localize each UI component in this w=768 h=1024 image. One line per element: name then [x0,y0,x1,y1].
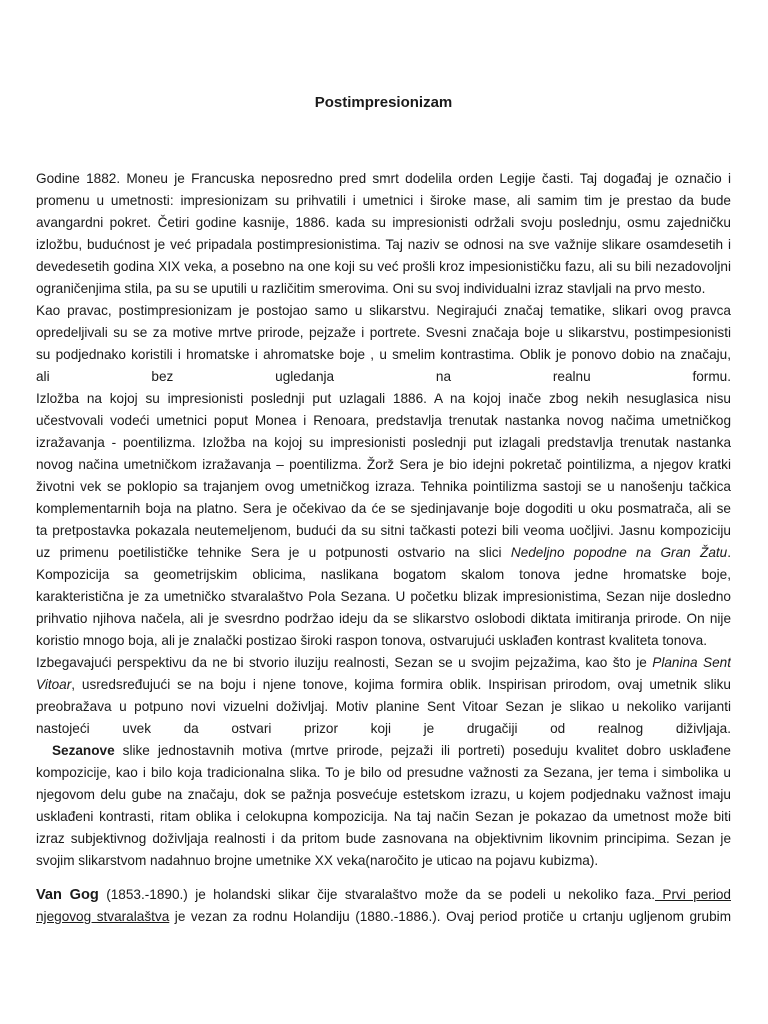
painting-title: Planina Sent [652,655,731,670]
paragraph-line: njegovom delu gube na značaju, dok se pažnja posvećuje estetskom izrazu, u kojem podjednaku važnost imaju [36,787,731,802]
paragraph-line [36,652,731,674]
paragraph-line: devedesetih godina XIX veka, a posebno na one koji su već prošli kroz impesionističku fazu, ali su bili nezadovoljni [36,259,731,274]
line-text: Izbegavajući perspektivu da ne bi stvorio iluziju realnosti, Sezan se u svojim pejzažima, kao što je [36,655,653,670]
page-title: Postimpresionizam [314,94,453,111]
underlined-text: njegovog stvaralaštva [36,909,170,924]
line-text: (1853.-1890.) je holandski slikar čije stvaralaštvo može da se podeli u nekoliko faza. [98,887,656,902]
paragraph-line: svojim slikarstvom nadahnuo brojne umetnike XX veka(naročito je uticao na pojavu kubizma). [36,853,599,868]
paragraph-line: izraz subjektivnog doživljaja realnosti i da pritom bude zasnovana na objektivnim likovnim principima. Sezan je [36,831,731,846]
line-text: . [727,545,731,560]
line-text: , usredsređujući se na boju i njene tonove, kojima formira oblik. Inspirisan prirodom, ovaj umetnik sliku [71,677,731,692]
paragraph-line: Godine 1882. Moneu je Francuska neposredno pred smrt dodelila orden Legije časti. Taj događaj je označio i [36,171,731,186]
paragraph-line: Kompozicija sa geometrijskim oblicima, naslikana bogatom skalom tonova jedne hromatske boje, [36,567,731,582]
paragraph-line: Kao pravac, postimpresionizam je postojao samo u slikarstvu. Negirajući značaj tematike, slikari ovog pravca [36,303,731,318]
paragraph-line: su podjednako koristili i hromatske i ahromatske boje , u smelim kontrastima. Oblik je ponovo dobio na značaju, [36,347,731,362]
line-text: slike jednostavnih motiva (mrtve prirode, pejzaži ili portreti) poseduju kvalitet dobro usklađene [114,743,731,758]
painting-title: Vitoar [36,677,72,692]
paragraph-line: promenu u umetnosti: impresionizam su prihvatili i umetnici i široke mase, ali samim tim je prestao da bude [36,193,731,208]
line-text: uz primenu poetilističke tehnike Sera je u potpunosti ostvario na slici [36,545,511,560]
line-text: je vezan za rodnu Holandiju (1880.-1886.). Ovaj period protiče u crtanju ugljenom grubim [169,909,731,924]
paragraph-line: prihvatio njihova načela, ali je svesrdno podržao ideju da se slikarstvo oslobodi diktata imitiranja prirode. On nije [36,611,731,626]
paragraph-line: učestvovali vodeći umetnici poput Monea i Renoara, predstavlja trenutak nastanka novog načima umetničkog [36,413,731,428]
paragraph-line: usklađeni kontrasti, ritam oblika i celokupna kompozicija. Na taj način Sezan je pokazao da umetnost može biti [36,809,731,824]
paragraph-line [36,542,731,564]
paragraph-line: kompozicije, kao i bilo koja tradicionalna slika. To je bilo od presudne važnosti za Sezana, jer tema i simbolika u [36,765,731,780]
painting-title: Nedeljno popodne na Gran Žatu [510,545,728,560]
paragraph-line: izložbu, budućnost je već pripadala postimpresionistima. Taj naziv se odnosi na sve važnije slikare osamdesetih i [36,237,731,252]
paragraph-line: Izložba na kojoj su impresionisti poslednji put uzlagali 1886. A na kojoj inače zbog nekih nesuglasica nisu [36,391,731,406]
paragraph-line: opredeljivali su se za motive mrtve prirode, pejzaže i portrete. Svesni značaja boje u slikarstvu, postimpesionisti [36,325,731,340]
bold-term: Van Gog [36,887,99,903]
paragraph-line: komplementarnih boja na platno. Sera je očekivao da će se sjedinjavanje boje dogoditi u oku posmatrača, ali se [36,501,731,516]
underlined-text: Prvi period [655,887,731,902]
paragraph-line: ali bez ugledanja na realnu formu. [36,369,731,384]
document-page [36,0,731,1024]
paragraph-line [36,740,731,762]
paragraph-line: ta pretpostavka pokazala neutemeljenom, budući da su sitni tačkasti potezi bili veoma uočljivi. Jasnu kompoziciju [36,523,731,538]
paragraph-line: ograničenjima stila, pa su se uputili u različitim smerovima. Oni su svoj individualni izraz stavljali na prvo mesto. [36,281,706,296]
paragraph-line: karakteristična je za umetničko stvaralaštvo Pola Sezana. U početku blizak impresionistima, Sezan nije dosledno [36,589,731,604]
paragraph-line: preobražava u potpuno novi vizuelni doživljaj. Motiv planine Sent Vitoar Sezan je slikao u nekoliko varijanti [36,699,731,714]
paragraph-line: izražavanja - poentilizma. Izložba na kojoj su impresionisti poslednji put izlagali predstavlja trenutak nastanka [36,435,731,450]
paragraph-line [36,674,731,696]
paragraph-line: životni vek se poklopio sa trajanjem ovog umetničkog izraza. Tehnika pointilizma sastoji se u nanošenju tačkica [36,479,731,494]
paragraph-line: koristio mnogo boja, ali je znalački postizao široki raspon tonova, ostvarujući usklađen kontrast kvaliteta tonova. [36,633,707,648]
paragraph-line: avangardni pokret. Četiri godine kasnije, 1886. kada su impresionisti održali svoju poslednju, osmu zajedničku [36,215,731,230]
bold-term: Sezanove [51,743,115,758]
paragraph-line: novog načina umetničkom izražavanja – poentilizma. Žorž Sera je bio idejni pokretač pointilizma, a njegov kratki [36,457,731,472]
paragraph-line [36,884,731,906]
paragraph-line: nastojeći uvek da ostvari prizor koji je drugačiji od realnog diživljaja. [36,721,731,736]
paragraph-line [36,906,731,928]
